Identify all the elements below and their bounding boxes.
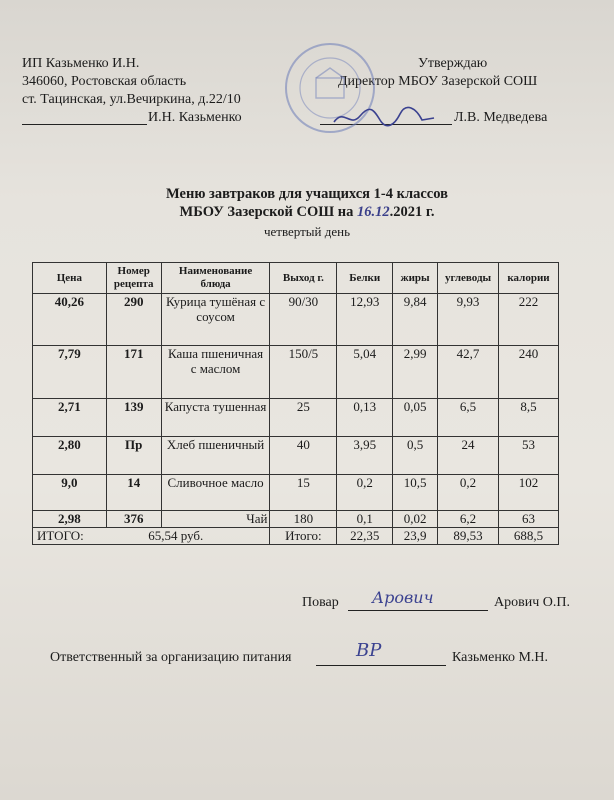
menu-year: .2021 г. (389, 204, 435, 220)
kcal: 222 (499, 294, 559, 346)
yield: 180 (270, 511, 337, 528)
col-carbs: углеводы (438, 263, 499, 294)
recipe: 139 (106, 399, 161, 437)
col-kcal: калории (499, 263, 559, 294)
carbs: 42,7 (438, 346, 499, 399)
table-row (33, 294, 559, 346)
table-header-row (33, 263, 559, 294)
col-dish: Наименование блюда (161, 263, 270, 294)
right-sign-name: Л.В. Медведева (454, 110, 548, 125)
responsible-signature: ВР (356, 640, 382, 661)
menu-day-label: четвертый день (263, 224, 351, 239)
org-address-2: ст. Тацинская, ул.Вечиркина, д.22/10 (22, 92, 241, 107)
cook-signature: Арович (372, 588, 434, 607)
menu-day (0, 224, 614, 240)
responsible-role: Ответственный за организацию питания (50, 650, 292, 665)
price: 40,26 (33, 294, 107, 346)
price: 7,79 (33, 346, 107, 399)
protein: 0,2 (337, 475, 393, 511)
col-recipe: Номер рецепта (106, 263, 161, 294)
fat: 0,5 (393, 437, 438, 475)
fat: 2,99 (393, 346, 438, 399)
table-row (33, 399, 559, 437)
fat: 9,84 (393, 294, 438, 346)
dish: Чай (161, 511, 270, 528)
recipe: 14 (106, 475, 161, 511)
director-title: Директор МБОУ Зазерской СОШ (338, 74, 538, 89)
fat: 10,5 (393, 475, 438, 511)
protein: 0,1 (337, 511, 393, 528)
price: 2,71 (33, 399, 107, 437)
total-carbs: 89,53 (438, 528, 499, 545)
table-row (33, 511, 559, 528)
protein: 3,95 (337, 437, 393, 475)
dish: Хлеб пшеничный (161, 437, 270, 475)
responsible-name: Казьменко М.Н. (452, 650, 548, 665)
recipe: 171 (106, 346, 161, 399)
price: 9,0 (33, 475, 107, 511)
org-name: ИП Казьменко И.Н. (22, 56, 140, 71)
carbs: 24 (438, 437, 499, 475)
recipe: Пр (106, 437, 161, 475)
table-total-row (33, 528, 559, 545)
dish: Каша пшеничная с маслом (161, 346, 270, 399)
carbs: 6,5 (438, 399, 499, 437)
recipe: 376 (106, 511, 161, 528)
cook-name: Арович О.П. (494, 595, 570, 610)
kcal: 240 (499, 346, 559, 399)
left-sign-line (22, 124, 147, 125)
yield: 90/30 (270, 294, 337, 346)
yield: 150/5 (270, 346, 337, 399)
approve-label: Утверждаю (418, 56, 488, 71)
cook-role: Повар (302, 595, 339, 610)
menu-table (32, 262, 559, 545)
carbs: 9,93 (438, 294, 499, 346)
protein: 12,93 (337, 294, 393, 346)
fat: 0,02 (393, 511, 438, 528)
menu-subtitle (0, 204, 614, 221)
menu-title: Меню завтраков для учащихся 1-4 классов (166, 186, 448, 202)
recipe: 290 (106, 294, 161, 346)
table-row (33, 346, 559, 399)
protein: 5,04 (337, 346, 393, 399)
col-price: Цена (33, 263, 107, 294)
dish: Капуста тушенная (161, 399, 270, 437)
kcal: 53 (499, 437, 559, 475)
total-protein: 22,35 (337, 528, 393, 545)
price: 2,80 (33, 437, 107, 475)
protein: 0,13 (337, 399, 393, 437)
col-yield: Выход г. (270, 263, 337, 294)
kcal: 102 (499, 475, 559, 511)
cook-sign-line (348, 610, 488, 611)
total-cost-cell (33, 528, 270, 545)
director-signature (330, 104, 440, 130)
total-fat: 23,9 (393, 528, 438, 545)
col-fat: жиры (393, 263, 438, 294)
left-sign-name: И.Н. Казьменко (148, 110, 242, 125)
price: 2,98 (33, 511, 107, 528)
table-row (33, 437, 559, 475)
menu-date-handwritten: 16.12 (357, 204, 390, 220)
dish: Сливочное масло (161, 475, 270, 511)
kcal: 63 (499, 511, 559, 528)
responsible-sign-line (316, 665, 446, 666)
yield: 25 (270, 399, 337, 437)
menu-school: МБОУ Зазерской СОШ на (179, 204, 354, 220)
total-sum: 65,54 руб. (148, 528, 204, 543)
carbs: 6,2 (438, 511, 499, 528)
carbs: 0,2 (438, 475, 499, 511)
yield: 40 (270, 437, 337, 475)
col-protein: Белки (337, 263, 393, 294)
fat: 0,05 (393, 399, 438, 437)
table-row (33, 475, 559, 511)
kcal: 8,5 (499, 399, 559, 437)
total-label: ИТОГО: (37, 528, 84, 543)
yield: 15 (270, 475, 337, 511)
org-address-1: 346060, Ростовская область (22, 74, 187, 89)
dish: Курица тушёная с соусом (161, 294, 270, 346)
total-label-2: Итого: (270, 528, 337, 545)
total-kcal: 688,5 (499, 528, 559, 545)
